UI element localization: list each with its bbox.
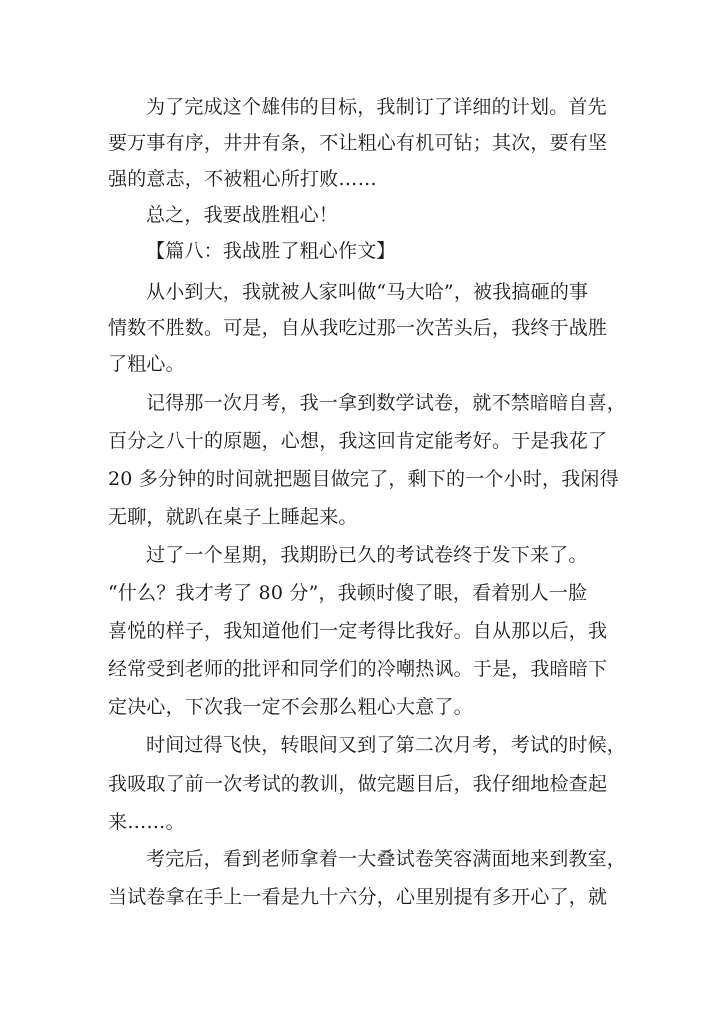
text-line: 强的意志，不被粗心所打败…… [108,168,377,190]
text-line: 记得那一次月考，我一拿到数学试卷，就不禁暗暗自喜， [146,392,627,414]
text-line: 时间过得飞快，转眼间又到了第二次月考，考试的时候， [146,734,627,756]
text-line: 从小到大，我就被人家叫做“马大哈”，被我搞砸的事 [146,281,589,303]
text-line: 要万事有序，井井有条，不让粗心有机可钻；其次，要有坚 [108,132,608,154]
text-line: 考完后，看到老师拿着一大叠试卷笑容满面地来到教室， [146,848,627,870]
text-line: 无聊，就趴在桌子上睡起来。 [108,506,358,528]
text-line: 了粗心。 [108,353,185,375]
text-line: 经常受到老师的批评和同学们的冷嘲热讽。于是，我暗暗下 [108,658,608,680]
text-line: 当试卷拿在手上一看是九十六分，心里别提有多开心了，就 [108,886,608,908]
text-line: 定决心，下次我一定不会那么粗心大意了。 [108,696,473,718]
text-line: 为了完成这个雄伟的目标，我制订了详细的计划。首先 [146,96,607,118]
text-line: 20 多分钟的时间就把题目做完了，剩下的一个小时，我闲得 [108,468,619,490]
text-line: “什么？我才考了 80 分”，我顿时傻了眼，看着别人一脸 [108,582,588,604]
text-line: 总之，我要战胜粗心！ [146,204,339,226]
text-line: 我吸取了前一次考试的教训，做完题目后，我仔细地检查起 [108,773,608,795]
section-heading: 【篇八：我战胜了粗心作文】 [146,240,396,262]
text-line: 情数不胜数。可是，自从我吃过那一次苦头后，我终于战胜 [108,317,608,339]
text-line: 过了一个星期，我期盼已久的考试卷终于发下来了。 [146,544,588,566]
text-line: 喜悦的样子，我知道他们一定考得比我好。自从那以后，我 [108,620,608,642]
text-line: 来……。 [108,811,185,833]
text-line: 百分之八十的原题，心想，我这回肯定能考好。于是我花了 [108,430,608,452]
